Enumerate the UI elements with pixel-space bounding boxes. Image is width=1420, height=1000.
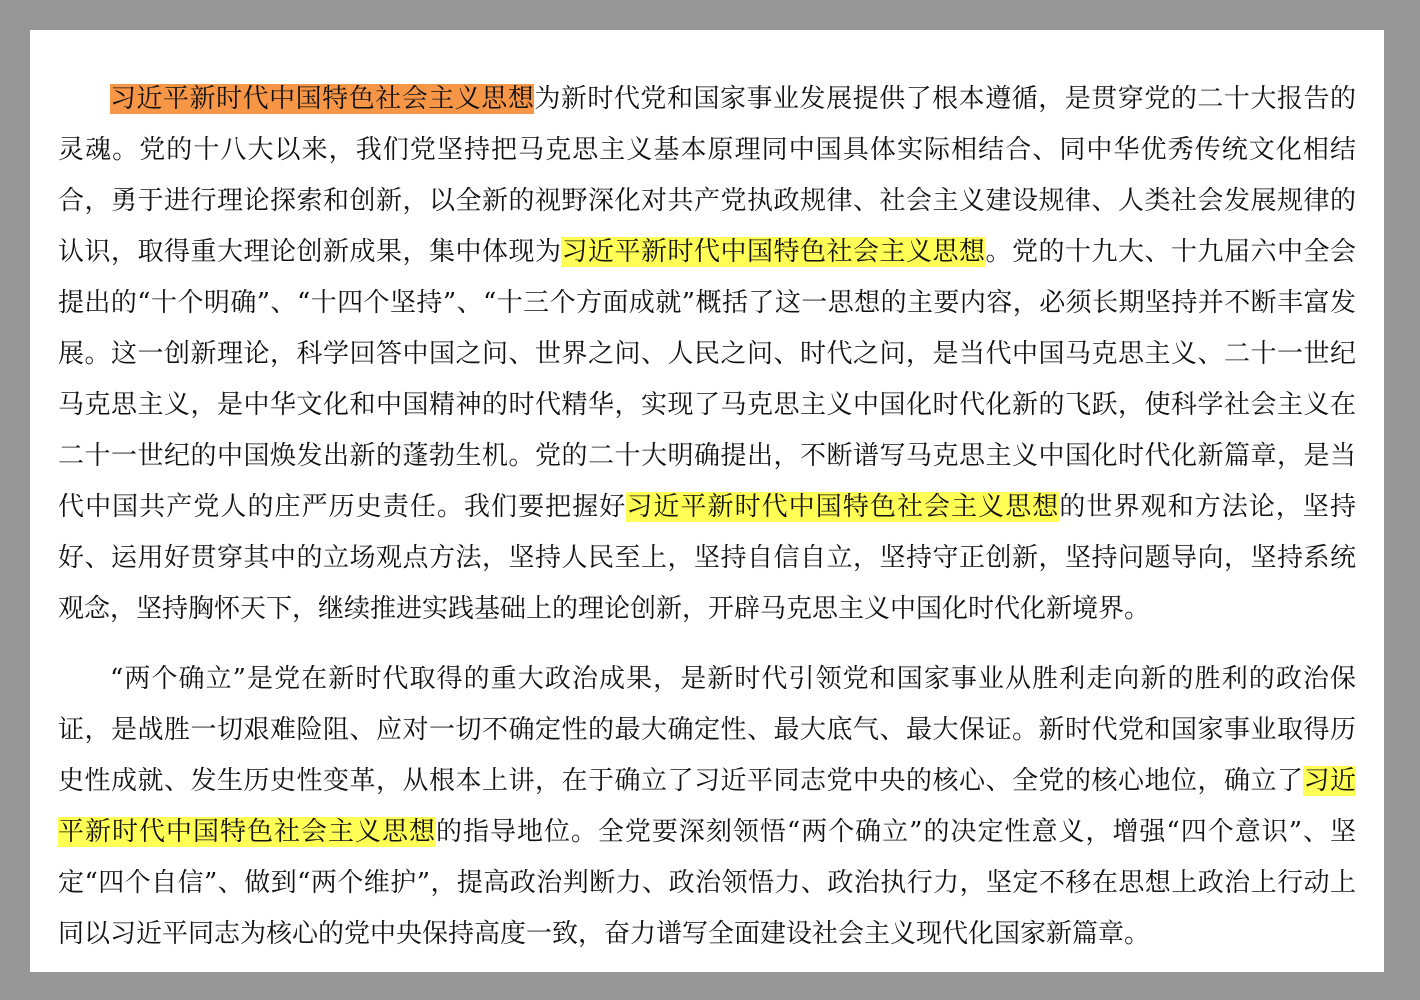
- paragraph-text: 为新时代党和国家事业发展提供了根本遵循，是贯穿党的二十大报告的灵魂。党的十八大以来，我们党坚持把马克思主义基本原理同中国具体实际相结合、同中华优秀传统文化相结合，勇于进行理论探索和创新，以全新的视野深化对共产党执政规律、社会主义建设规律、人类社会发展规律的认识，取得重大理论创新成果，集中体现为: [58, 84, 1356, 267]
- document-page: [30, 30, 1384, 972]
- paragraph-1: [58, 74, 1356, 635]
- highlighted-phrase: 习近平新时代中国特色社会主义思想: [110, 84, 535, 114]
- highlighted-phrase: 习近平新时代中国特色社会主义思想: [58, 766, 1356, 847]
- paragraph-text: 的世界观和方法论，坚持好、运用好贯穿其中的立场观点方法，坚持人民至上，坚持自信自立，坚持守正创新，坚持问题导向，坚持系统观念，坚持胸怀天下，继续推进实践基础上的理论创新，开辟马克思主义中国化时代化新境界。: [58, 492, 1356, 624]
- paragraph-2: [58, 654, 1356, 960]
- paragraph-text: “两个确立”是党在新时代取得的重大政治成果，是新时代引领党和国家事业从胜利走向新的胜利的政治保证，是战胜一切艰难险阻、应对一切不确定性的最大确定性、最大底气、最大保证。新时代党和国家事业取得历史性成就、发生历史性变革，从根本上讲，在于确立了习近平同志党中央的核心、全党的核心地位，确立了: [58, 664, 1356, 796]
- highlighted-phrase: 习近平新时代中国特色社会主义思想: [626, 492, 1060, 522]
- paragraph-text: 。党的十九大、十九届六中全会提出的“十个明确”、“十四个坚持”、“十三个方面成就”概括了这一思想的主要内容，必须长期坚持并不断丰富发展。这一创新理论，科学回答中国之问、世界之问、人民之问、时代之问，是当代中国马克思主义、二十一世纪马克思主义，是中华文化和中国精神的时代精华，实现了马克思主义中国化时代化新的飞跃，使科学社会主义在二十一世纪的中国焕发出新的蓬勃生机。党的二十大明确提出，不断谱写马克思主义中国化时代化新篇章，是当代中国共产党人的庄严历史责任。我们要把握好: [58, 237, 1356, 522]
- paragraph-text: 的指导地位。全党要深刻领悟“两个确立”的决定性意义，增强“四个意识”、坚定“四个自信”、做到“两个维护”，提高政治判断力、政治领悟力、政治执行力，坚定不移在思想上政治上行动上同以习近平同志为核心的党中央保持高度一致，奋力谱写全面建设社会主义现代化国家新篇章。: [58, 817, 1356, 949]
- highlighted-phrase: 习近平新时代中国特色社会主义思想: [561, 237, 986, 267]
